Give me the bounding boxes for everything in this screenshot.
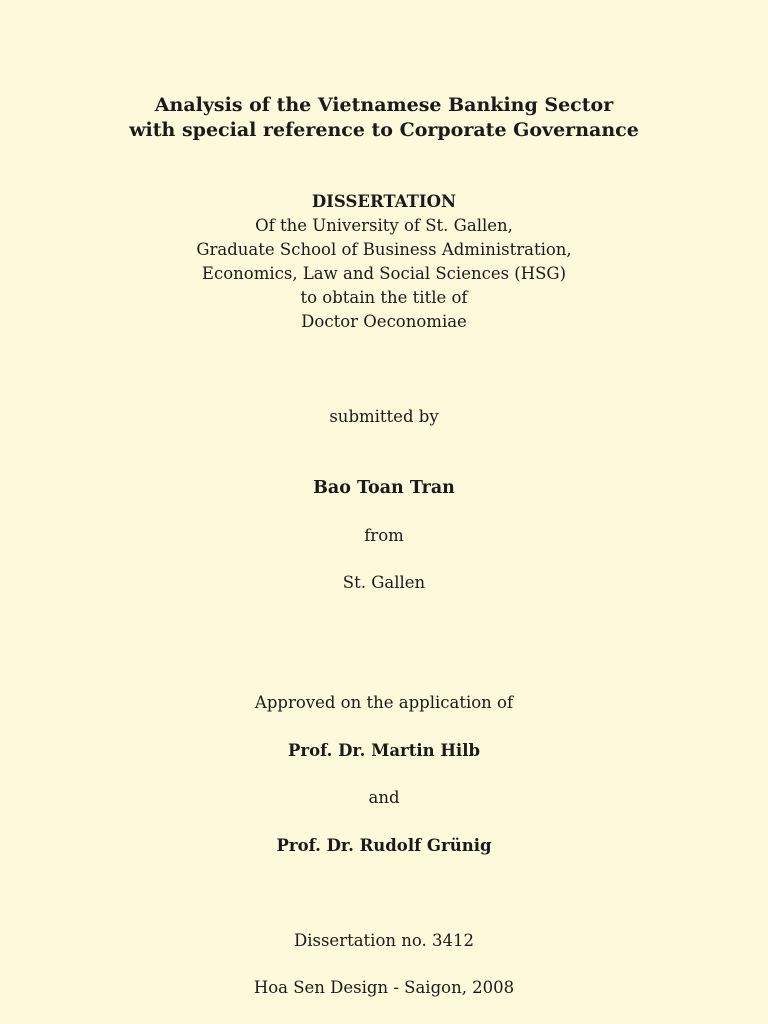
approved-text: Approved on the application of [254, 693, 514, 712]
advisor-2: Prof. Dr. Rudolf Grünig [276, 836, 492, 855]
publisher-line: Hoa Sen Design - Saigon, 2008 [253, 978, 515, 997]
dissertation-line-school: Graduate School of Business Administration, [196, 240, 572, 259]
dissertation-line-degree: Doctor Oeconomiae [301, 312, 467, 331]
submitted-by-label: submitted by [329, 407, 439, 426]
dissertation-line-faculties: Economics, Law and Social Sciences (HSG) [201, 264, 567, 283]
origin-place: St. Gallen [342, 573, 426, 592]
dissertation-line-university: Of the University of St. Gallen, [255, 216, 513, 235]
author-name: Bao Toan Tran [313, 478, 455, 498]
advisor-1: Prof. Dr. Martin Hilb [287, 741, 481, 760]
dissertation-heading: DISSERTATION [311, 192, 457, 211]
and-conjunction: and [368, 788, 400, 807]
from-label: from [364, 526, 404, 545]
title-line-1: Analysis of the Vietnamese Banking Sector [154, 94, 614, 116]
title-line-2: with special reference to Corporate Governance [129, 119, 639, 141]
dissertation-number: Dissertation no. 3412 [293, 931, 475, 950]
dissertation-line-purpose: to obtain the title of [300, 288, 468, 307]
